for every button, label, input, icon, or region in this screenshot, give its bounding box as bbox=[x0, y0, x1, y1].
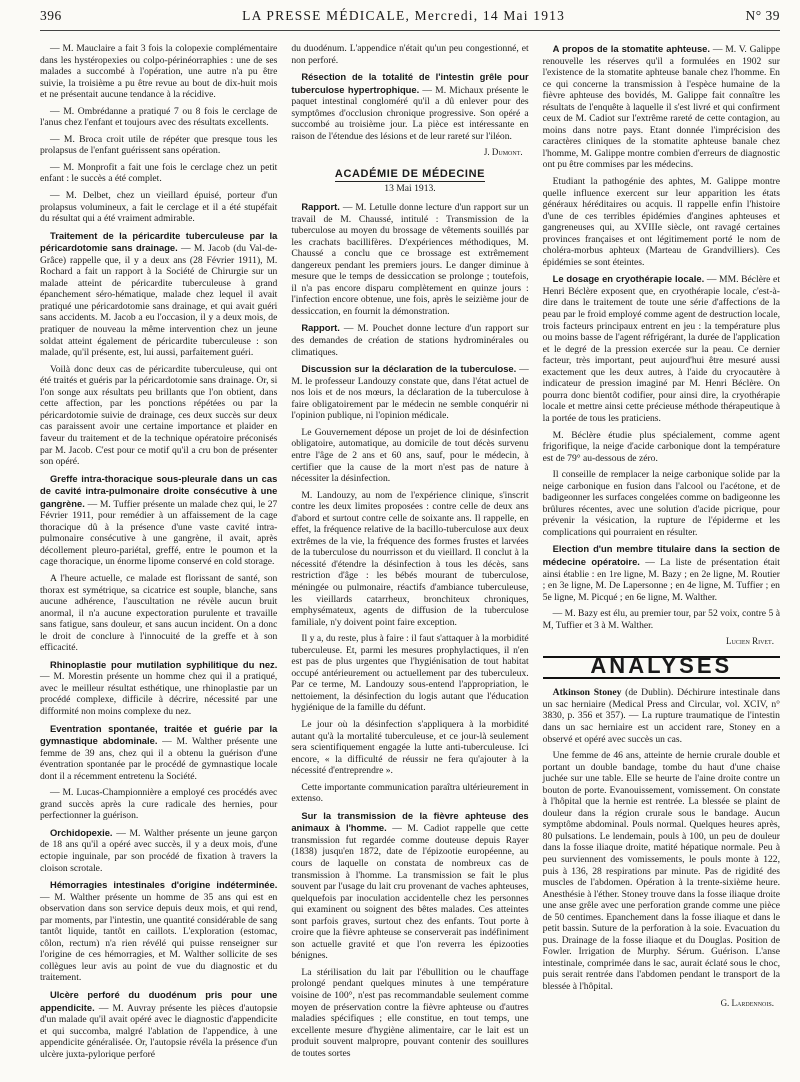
article-item bbox=[291, 201, 528, 317]
analyses-banner bbox=[543, 652, 780, 680]
article-item bbox=[291, 322, 528, 358]
paragraph: — M. Bazy est élu, au premier tour, par 52 voix, contre 5 à M, Tuffier et 3 à M. Walther. bbox=[542, 608, 780, 631]
paragraph: Il y a, du reste, plus à faire : il faut s'attaquer à la morbidité tuberculeuse. Et, parmi les mesures prophylactiques, il n'en est pas de plus urgentes que l'hygiénisation de tout habitat occupé antérieurement ou actuellement par des tuberculeux. Par ce terme, M. Landouzy sous-entend l'appropriation, le nettoiement, la désinfection du logis autant que l'éducation hygiénique de la famille du défunt. bbox=[291, 633, 529, 714]
section-title bbox=[291, 169, 528, 181]
article-item bbox=[291, 71, 528, 142]
article-body: — M. Morestin présente un homme chez qui il a pratiqué, avec le meilleur résultat esthétique, une rhinoplastie par un procédé complexe, difficile à décrire, nécessité par une difformité non moins complexe du nez. bbox=[40, 671, 278, 717]
paragraph: Il conseille de remplacer la neige carbonique solide par la neige carbonique en fusion dans l'alcool ou l'acétone, et de badigeonner les surfaces congelées comme on badigeonne les brûlures récentes, avec une solution d'acide picrique, pour prévenir la vésication, la rupture de l'épiderme et les complications qui pourraient en résulter. bbox=[542, 469, 780, 538]
article-heading: Orchidopexie. bbox=[50, 826, 113, 838]
column-2 bbox=[291, 43, 528, 1065]
article-item bbox=[291, 363, 528, 422]
paragraph: M. Landouzy, au nom de l'expérience clinique, s'inscrit contre les deux limites proposées : contre celle de deux ans d'abord et surtout contre celle de soixante ans. Il rappelle, en effet, la fréquence relative de la bacillo-tuberculose aux deux extrêmes de la vie, la fréquence des formes frustes et larvées de la tuberculose du nourrisson et du vieillard. Il conclut à la nécessité d'étendre la désinfection à tous les décès, sans restriction d'âge : les bébés mourant de tuberculose, méningée ou pulmonaire, réactifs d'ambiance tuberculeuse, les vieillards catarrheux, bronchiteux chroniques, emphysémateux, agents de diffusion de la tuberculose familiale, n'y doivent point faire exception. bbox=[291, 489, 529, 628]
article-heading: Eventration spontanée, traitée et guérie par la gymnastique abdominale. bbox=[40, 722, 278, 747]
paragraph: La stérilisation du lait par l'ébullition ou le chauffage prolongé pendant quelques minutes à une température voisine de 100°, n'est pas recommandable seulement comme moyen de préservation contre la fièvre aphteuse ou d'autres maladies spécifiques ; elle constitue, en tout temps, une excellente mesure d'hygiène alimentaire, car le lait est un produit souvent malpropre, pouvant contenir des souillures de toutes sortes bbox=[291, 966, 529, 1059]
article-heading: Discussion sur la déclaration de la tuberculose. bbox=[301, 363, 517, 375]
article-author: Atkinson Stoney bbox=[552, 687, 622, 699]
article-heading: A propos de la stomatite aphteuse. bbox=[552, 43, 711, 54]
article-body: — M. Tuffier présente un malade chez qui, le 27 Février 1911, pour remédier à un affaissement de la cage thoracique dû à la présence d'une vaste cavité intra-pulmonaire consécutive à une gangrène, il avait, après décollement pleuro-pariétal, greffé, entre le poumon et la cage thoracique, un énorme lipome conservé en cold storage. bbox=[40, 498, 278, 568]
section-title-text: ACADÉMIE DE MÉDECINE bbox=[334, 167, 486, 180]
article-body: — MM. Béclère et Henri Béclère exposent que, en cryothérapie locale, c'est-à-dire dans le traitement de toute une série d'affections de la peau par le froid employé comme agent de destruction locale, trois facteurs principaux entrent en jeu : la température plus ou moins basse de l'agent réfrigérant, la durée de l'application et le degré de la pression exercée sur la peau. Ce dernier facteur, très important, peut aujourd'hui être mesuré aussi exactement que les deux autres, à l'aide du cryocautère à indicateur de pression imaginé par M. Henri Béclère. On pourra donc bientôt codifier, pour ainsi dire, la cryothérapie locale et mettre ainsi cette précieuse méthode thérapeutique à la portée de tous les praticiens. bbox=[542, 274, 780, 424]
article-body: — M. V. Galippe renouvelle les réserves qu'il a formulées en 1902 sur l'existence de la stomatite aphteuse banale chez l'homme. En ce qui concerne la transmission à l'espèce humaine de la fièvre aphteuse des bovidés, M. Galippe fait connaître les résultats de l'enquête à laquelle il s'est livré et qui confirment ceux de M. Cadiot sur l'extrême rareté de cette contagion, au moins dans notre pays. Etant donnée l'imprécision des caractères cliniques de la stomatite aphteuse banale chez l'homme, M. Galippe montre combien d'erreurs de diagnostic ont pu être commises par les médecins. bbox=[542, 44, 780, 171]
paragraph: — M. Ombrédanne a pratiqué 7 ou 8 fois le cerclage de l'anus chez l'enfant et toujours avec des résultats excellents. bbox=[40, 105, 278, 129]
article-item bbox=[40, 230, 277, 359]
article-body: — M. Letulle donne lecture d'un rapport sur un travail de M. Chaussé, intitulé : Transmission de la tuberculose au moyen du brossage de vêtements souillés par les crachats bacillifères. D'expériences méthodiques, M. Chaussé a conclu que ce brossage est extrêmement dangereux pendant les premiers jours. Le danger diminue à mesure que le temps de dessiccation se prolonge ; toutefois, il n'a pas encore disparu complètement en quinze jours : l'infection encore obtenue, une fois, après le seizième jour de dessiccation, en fournit la démonstration. bbox=[291, 202, 529, 317]
article-item bbox=[40, 473, 277, 568]
article-body: — M. Walther présente un jeune garçon de 18 ans qu'il a opéré avec succès, il y a deux mois, d'une ectopie inguinale, par son procédé de fixation à travers la cloison scrotale. bbox=[40, 827, 278, 874]
article-body: — M. Michaux présente le paquet intestinal congloméré qu'il a dû enlever pour des symptômes d'occlusion chronique progressive. Son opéré a succombé au troisième jour. La pièce est intéressante en raison de l'étendue des lésions et de leur rareté sur l'iléon. bbox=[291, 84, 529, 142]
article-heading: Ulcère perforé du duodénum pris pour une appendicite. bbox=[40, 989, 278, 1013]
article-item bbox=[40, 989, 277, 1060]
paragraph: du duodénum. L'appendice n'était qu'un peu congestionné, et non perforé. bbox=[291, 43, 529, 66]
article-heading: Election d'un membre titulaire dans la section de médecine opératoire. bbox=[542, 543, 780, 567]
section-date: 13 Mai 1913. bbox=[384, 183, 436, 195]
page-number: 396 bbox=[40, 8, 62, 23]
paragraph: Etudiant la pathogénie des aphtes, M. Galippe montre quelle influence exercent sur leur apparition les états généraux héréditaires ou acquis. Il rappelle enfin l'histoire d'une de ces terribles épidémies d'angines aphteuses et gangreneuses qui, au XVIIIe siècle, ont ravagé certaines provinces françaises et ont légitimement porté le nom de choléra-morbus aphteux (Marteau de Grandvilliers). Ces épidémies se sont éteintes. bbox=[542, 176, 780, 268]
paragraph: M. Béclère étudie plus spécialement, comme agent frigorifique, la neige d'acide carbonique dont la température est de 79° au-dessous de zéro. bbox=[542, 429, 780, 464]
paragraph: Voilà donc deux cas de péricardite tuberculeuse, qui ont été traités et guéris par la péricardotomie sans drainage. Or, si l'on songe aux résultats peu brillants que l'on obtient, dans cette affection, par les ponctions répétées ou par la péricardotomie suivie de drainage, ces deux succès sur deux cas paraissent avoir une certaine importance et plaider en faveur du traitement et de la technique opératoire préconisés par M. Jacob. C'est pour ce motif qu'il a cru bon de présenter son opéré. bbox=[40, 363, 278, 468]
article-item bbox=[543, 43, 780, 171]
article-item bbox=[40, 879, 277, 984]
article-heading: Hémorragies intestinales d'origine indéterminée. bbox=[50, 879, 278, 891]
paragraph: Cette importante communication paraîtra ultérieurement in extenso. bbox=[291, 781, 529, 805]
paragraph: — M. Lucas-Championnière a employé ces procédés avec grand succès après la cure radicale des hernies, pour perfectionner la guérison. bbox=[40, 787, 278, 822]
journal-title: LA PRESSE MÉDICALE, Mercredi, 14 Mai 1913 bbox=[242, 8, 566, 23]
article-item bbox=[543, 543, 780, 603]
article-body: — M. Walther présente un homme de 35 ans qui est en observation dans son service depuis deux mois, et qui rend, par moments, par l'intestin, une quantité considérable de sang tantôt liquide, tantôt en caillots. L'exploration (estomac, côlon, rectum) n'a rien révélé qui puisse renseigner sur l'origine de ces hémorragies, et M. Walther sollicite de ses collègues leur avis au point de vue du diagnostic et du traitement. bbox=[40, 891, 278, 984]
article-body: — M. Pouchet donne lecture d'un rapport sur des demandes de création de stations hydrominérales ou climatiques. bbox=[291, 323, 529, 358]
article-heading: Résection de la totalité de l'intestin grêle pour tuberculose hypertrophique. bbox=[291, 71, 529, 95]
paragraph: Le Gouvernement dépose un projet de loi de désinfection obligatoire, automatique, au domicile de tout décès survenu entre l'âge de 2 ans et 60 ans, sauf, pour le médecin, à certifier que la cause de la mort n'est pas de nature à nécessiter la désinfection. bbox=[291, 426, 529, 485]
paragraph: Une femme de 46 ans, atteinte de hernie crurale double et portant un double bandage, tombe du haut d'une chaise juchée sur une table. Elle se heurte de l'aine droite contre un bouton de porte. Evanouissement, vomissement. On constate à l'hôpital que la hernie est rentrée. La blessée se plaint de douleur dans la région crurale sous le bandage. Aucun symptôme abdominal. Pouls normal. Quelques heures après, 80 pulsations. Le lendemain, pouls à 100, un peu de douleur dans la fosse iliaque droite, matité hépatique normale. Peu à peu surviennent des vomissements, le pouls monte à 122, puis à 136, 28 respirations par minute. Pas de rigidité des muscles de l'abdomen. Opération à la trente-sixième heure. Anesthésie à l'éther. Stoney trouve dans la fosse iliaque droite une anse grêle avec une perforation grande comme une pièce de 50 centimes. Epanchement dans la fosse iliaque et dans le petit bassin. Suture de la perforation à la soie. Evacuation du pus. Drainage de la fosse iliaque et du Douglas. Position de Fowler. Irrigation de Murphy. Sérum. Guérison. L'anse intestinale, comprimée dans le sac, aurait éclaté sous le choc, puis serait rentrée dans l'abdomen pendant le transport de la blessée à l'hôpital. bbox=[542, 750, 780, 993]
article-body: — M. le professeur Landouzy constate que, dans l'état actuel de nos lois et de nos mœurs, la déclaration de la tuberculose à faire obligatoirement par le médecin ne semble conquérir ni l'opinion publique, ni l'opinion médicale. bbox=[291, 364, 529, 422]
page-header bbox=[40, 0, 780, 31]
signature: J. Dumont. bbox=[483, 147, 523, 158]
signature: Lucien Rivet. bbox=[725, 636, 774, 647]
paragraph: — M. Mauclaire a fait 3 fois la colopexie complémentaire dans les hystéropexies ou colpo-périnéorraphies : une de ses malades a succombé à l'opération, une autre n'a pu être suivie, la troisième a pu être revue au bout de dix-huit mois et ne présentait aucune tendance à la récidive. bbox=[40, 43, 278, 101]
article-item bbox=[40, 827, 277, 874]
article-body: (de Dublin). Déchirure intestinale dans un sac herniaire (Medical Press and Circular, vol. XCIV, n° 3830, p. 356 et 357). — La rupture traumatique de l'intestin dans un sac herniaire est un accident rare, Stoney en a observé et opéré avec succès un cas. bbox=[542, 687, 780, 745]
column-3 bbox=[543, 43, 780, 1065]
column-1 bbox=[40, 43, 277, 1065]
article-heading: Le dosage en cryothérapie locale. bbox=[552, 273, 705, 285]
article-item bbox=[40, 723, 277, 783]
paragraph: — M. Broca croit utile de répéter que presque tous les prolapsus de l'enfant guérissent sans opération. bbox=[40, 133, 278, 157]
article-item bbox=[291, 810, 528, 962]
article-item bbox=[543, 687, 780, 745]
article-heading: Rhinoplastie pour mutilation syphilitique du nez. bbox=[50, 658, 278, 670]
issue-number: N° 39 bbox=[745, 8, 780, 23]
signature: G. Lardennois. bbox=[720, 997, 774, 1008]
article-item bbox=[40, 659, 277, 718]
article-item bbox=[543, 273, 780, 424]
article-body: — M. Jacob (du Val-de-Grâce) rappelle que, il y a deux ans (28 Février 1911), M. Rochard a fait un rapport à la Société de Chirurgie sur un malade atteint de péricardite tuberculeuse à grand épanchement séro-hématique, malade chez lequel il avait pratiqué une péricardotomie sans drainage, et qui avait guéri sans accidents. M. Jacob a eu l'occasion, il y a deux mois, de pratiquer de nouveau la même intervention chez un jeune soldat atteint également de péricardite tuberculeuse : son malade, qu'il présente, est, lui aussi, parfaitement guéri. bbox=[40, 243, 278, 359]
article-body: — La liste de présentation était ainsi établie : en 1re ligne, M. Bazy ; en 2e ligne, M. Routier ; en 3e ligne, M. De Lapersonne ; en 4e ligne, M. Tuffier ; en 5e ligne, M. Picqué ; en 6e ligne, M. Walther. bbox=[542, 556, 780, 603]
paragraph: — M. Monprofit a fait une fois le cerclage chez un petit enfant : le succès a été complet. bbox=[40, 161, 278, 185]
article-body: — M. Cadiot rappelle que cette transmission fut regardée comme douteuse depuis Rayer (1838) jusqu'en 1872, date de l'épizootie européenne, au cours de laquelle on constata de nombreux cas de transmission à l'homme. La transmission se fait le plus souvent par l'usage du lait cru provenant de vaches aphteuses, quelquefois par inoculation accidentelle chez les personnes qui examinent ou soignent des bêtes malades. Ces atteintes sont parfois graves, surtout chez des enfants. Tout porte à croire que la fièvre aphteuse se conserverait pas indéfiniment son actuelle gravité et que l'on reverra les épizooties bénignes. bbox=[291, 823, 529, 962]
article-heading: Sur la transmission de la fièvre aphteuse des animaux à l'homme. bbox=[291, 809, 529, 834]
article-body: — M. Walther présente une femme de 39 ans, chez qui il a obtenu la guérison d'une éventration spontanée par le procédé de gymnastique locale dont il a récemment entretenu la Société. bbox=[40, 736, 278, 782]
analyses-title: ANALYSES bbox=[590, 652, 733, 678]
paragraph: Le jour où la désinfection s'appliquera à la morbidité autant qu'à la mortalité tuberculeuse, et ce jour-là seulement sera scientifiquement engagée la lutte anti-tuberculeuse. Ici encore, « la difficulté de réussir ne fera qu'ajouter à la nécessité d'entreprendre ». bbox=[291, 718, 529, 777]
article-heading: Traitement de la péricardite tuberculeuse par la péricardotomie sans drainage. bbox=[40, 229, 278, 254]
article-heading: Rapport. bbox=[301, 322, 340, 334]
article-heading: Greffe intra-thoracique sous-pleurale dans un cas de cavité intra-pulmonaire droite consécutive à une gangrène. bbox=[40, 472, 278, 509]
columns bbox=[40, 43, 780, 1065]
article-heading: Rapport. bbox=[301, 201, 340, 213]
paragraph: — M. Delbet, chez un vieillard épuisé, porteur d'un prolapsus volumineux, a fait le cerclage et il a été stupéfait du résultat qui a été vraiment admirable. bbox=[40, 190, 278, 225]
article-body: — M. Auvray présente les pièces d'autopsie d'un malade qu'il avait opéré avec le diagnostic d'appendicite et qui succomba, malgré l'ablation de l'appendice, à une appendicite généralisée. Or, l'autopsie révéla la présence d'un ulcère juxta-pylorique perforé bbox=[40, 1002, 278, 1060]
paragraph: A l'heure actuelle, ce malade est florissant de santé, son thorax est symétrique, sa cicatrice est souple, blanche, sans aucune adhérence, l'auscultation ne révèle aucun bruit anormal, il n'a aucune expectoration purulente et travaille sans fatigue, sans douleur, et sans aucun incident. On a donc le droit de conclure à l'innocuité de la greffe et à son efficacité. bbox=[40, 572, 278, 654]
